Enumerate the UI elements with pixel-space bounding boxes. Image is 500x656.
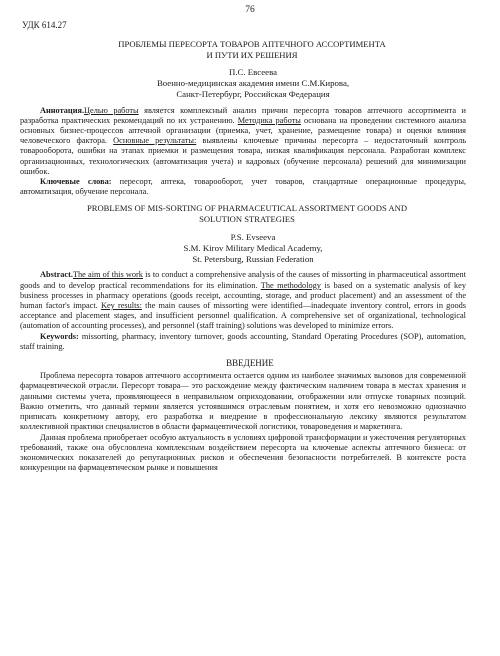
ru-results-label: Основные результаты: [113,136,197,146]
en-aim-label: The aim of this work [72,270,143,280]
ru-keywords [20,177,466,197]
en-abstract-text: the main causes of missorting were identified—inadequate inventory control, errors in goods acceptance and placement stages, and insufficient personnel qualification. A comprehensive set of organizational, technological (automation of accounting processes), and personnel (staff training) solutions was developed to minimize errors. [20,301,467,331]
en-keywords-text: missorting, pharmacy, inventory turnover, goods accounting, Standard Operating Procedures (SOP), automation, staff training. [20,331,466,351]
en-affiliation: S.M. Kirov Military Medical Academy, [183,242,323,253]
ru-abstract [20,106,466,177]
ru-title [20,39,466,60]
en-author-block [20,232,466,264]
en-method-label: The methodology [260,280,321,290]
ru-abstract-text: выявлены ключевые причины пересорта – недостаточный контроль товарооборота, ошибки на этапах приемки и размещения товара, низкая квалификация персонала. Разработан комплекс организационных, технологических (автоматизация учета) и кадровых (обучение персонала) решений для минимизации ошибок. [20,136,466,176]
en-author: P.S. Evseeva [230,232,276,242]
en-abstract-text: is based on a systematic analysis of key business processes in pharmacy operations (goods receipt, accounting, storage, and product placement) and an assessment of the human factor's impact. [20,280,466,310]
ru-title-line: ПРОБЛЕМЫ ПЕРЕСОРТА ТОВАРОВ АПТЕЧНОГО АССОРТИМЕНТА [118,39,386,49]
en-results-label: Key results: [100,301,142,310]
ru-method-label: Методика работы [237,115,301,125]
en-title-line: SOLUTION STRATEGIES [199,214,295,225]
ru-abstract-text: является комплексный анализ причин пересорта товаров аптечного ассортимента и разработка практических рекомендаций по их устранению. [20,105,467,125]
ru-title-line: И ПУТИ ИХ РЕШЕНИЯ [206,49,298,60]
en-city: St. Petersburg, Russian Federation [192,253,314,264]
en-abstract [20,270,466,331]
ru-affiliation: Военно-медицинская академия имени С.М.Кирова, [156,77,350,88]
en-keywords-label: Keywords: [40,331,79,341]
udk-code: УДК 614.27 [22,20,67,30]
ru-keywords-label: Ключевые слова: [40,177,112,186]
ru-keywords-text: пересорт, аптека, товарооборот, учет товаров, стандартные операционные процедуры, автоматизация, обучение персонала. [20,177,466,197]
ru-abstract-text: основана на проведении системного анализа основных бизнес-процессов аптечной организации (приемка, учет, хранение, размещение товара) и оценки влияния человеческого фактора. [20,115,466,146]
en-title-line: PROBLEMS OF MIS-SORTING OF PHARMACEUTICAL ASSORTMENT GOODS AND [86,203,408,214]
ru-goal-label: Целью работы [84,105,139,115]
ru-author-block [20,67,466,99]
page-number: 76 [245,5,255,15]
ru-abstract-label: Аннотация. [40,105,85,115]
ru-city: Санкт-Петербург, Российская Федерация [176,88,330,99]
en-title [20,203,466,225]
en-abstract-label: Abstract. [40,270,73,280]
intro-paragraph: Проблема пересорта товаров аптечного ассортимента остается одним из наиболее значимых вызовов для современной фармацевтической отрасли. Пересорт товара— это расхождение между фактическим наличием товара в местах хранения и данными системы учета, проявляющееся в неправильном оприходовании, отображении или отпуске товарных позиций. Важно отметить, что данный термин является устоявшимся отраслевым понятием, и хотя его невозможно однозначно приписать конкретному автору, его разработка и внедрение в профессиональную лексику являются результатом коллективной практики специалистов в области фармацевтической логистики, товароведения и маркетинга. [20,371,466,432]
ru-author: П.С. Евсеева [228,67,278,78]
en-keywords [20,332,466,352]
en-abstract-text: is to conduct a comprehensive analysis of the causes of missorting in pharmaceutical assortment goods and to develop practical recommendations for its elimination. [20,270,466,290]
intro-heading: ВВЕДЕНИЕ [226,358,274,369]
intro-paragraph: Данная проблема приобретает особую актуальность в условиях цифровой трансформации и ужесточения регуляторных требований, также она обусловлена комплексным воздействием пересорта на ключевые аспекты аптечного бизнеса: от экономических показателей до репутационных рисков и обеспечения безопасности потребителей. В контексте роста конкуренции на фармацевтическом рынке и повышения [20,432,466,473]
